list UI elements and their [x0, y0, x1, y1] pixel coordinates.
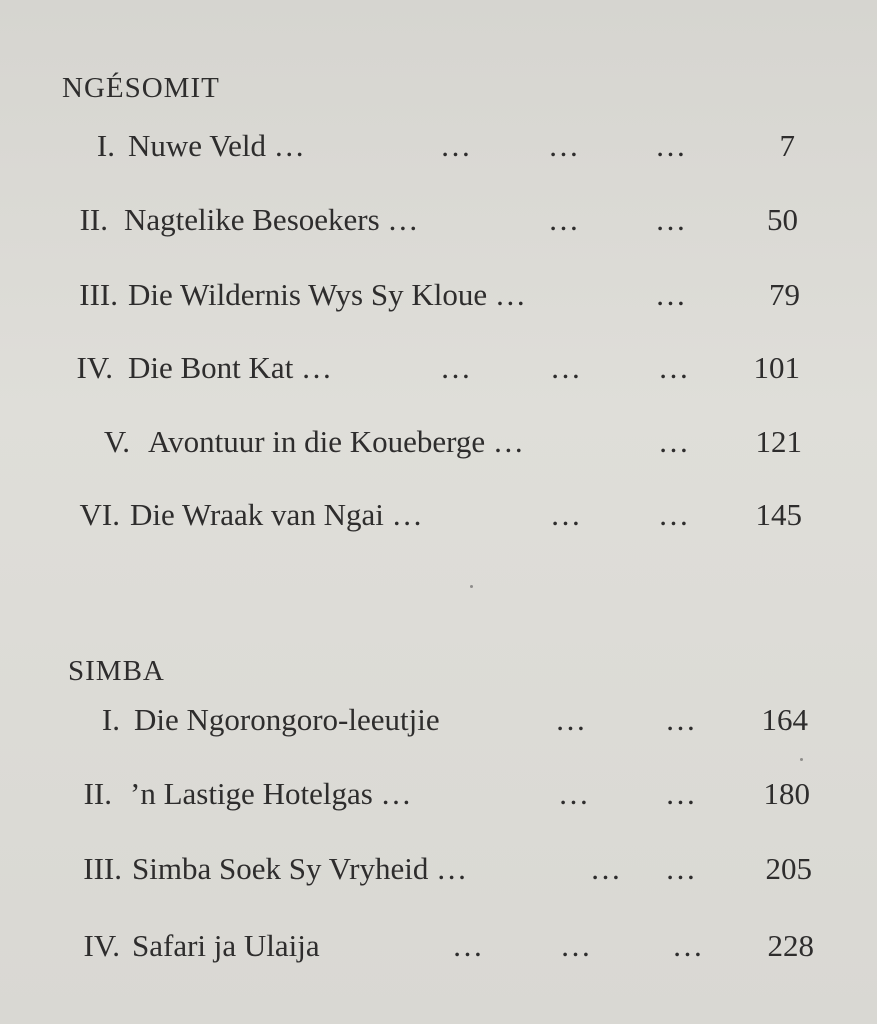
toc-entry [0, 776, 877, 816]
toc-entry [0, 702, 877, 742]
chapter-title: ’n Lastige Hotelgas … [130, 776, 412, 811]
toc-entry [0, 277, 877, 317]
chapter-number: VI. [79, 497, 120, 532]
leader-dots: … [555, 702, 587, 737]
leader-dots: … [658, 350, 690, 385]
page-number: 101 [753, 350, 800, 385]
toc-entry [0, 128, 877, 168]
leader-dots: … [590, 851, 622, 886]
page-number: 228 [767, 928, 814, 963]
leader-dots: … [672, 928, 704, 963]
leader-dots: … [548, 128, 580, 163]
leader-dots: … [558, 776, 590, 811]
section-title-ngesomit: NGÉSOMIT [62, 72, 220, 104]
leader-dots: … [550, 497, 582, 532]
leader-dots: … [665, 851, 697, 886]
page-number: 164 [761, 702, 808, 737]
chapter-number: II. [79, 202, 108, 237]
chapter-number: III. [79, 277, 118, 312]
toc-entry [0, 928, 877, 968]
leader-dots: … [658, 424, 690, 459]
leader-dots: … [452, 928, 484, 963]
chapter-title: Simba Soek Sy Vryheid … [132, 851, 468, 886]
chapter-title: Die Ngorongoro-leeutjie [134, 702, 440, 737]
leader-dots: … [665, 702, 697, 737]
leader-dots: … [550, 350, 582, 385]
chapter-title: Die Bont Kat … [128, 350, 333, 385]
toc-entry [0, 851, 877, 891]
paper-speck [800, 758, 803, 761]
toc-entry [0, 497, 877, 537]
chapter-title: Die Wildernis Wys Sy Kloue … [128, 277, 526, 312]
leader-dots: … [560, 928, 592, 963]
chapter-number: I. [101, 702, 120, 737]
page-number: 180 [763, 776, 810, 811]
chapter-title: Safari ja Ulaija [132, 928, 320, 963]
leader-dots: … [655, 128, 687, 163]
page-number: 145 [755, 497, 802, 532]
leader-dots: … [440, 350, 472, 385]
chapter-title: Nagtelike Besoekers … [124, 202, 419, 237]
paper-speck [470, 585, 473, 588]
page-number: 7 [779, 128, 795, 163]
leader-dots: … [655, 277, 687, 312]
section-title-simba: SIMBA [68, 655, 165, 687]
toc-entry [0, 424, 877, 464]
page-number: 79 [769, 277, 800, 312]
leader-dots: … [665, 776, 697, 811]
chapter-title: Avontuur in die Koueberge … [148, 424, 524, 459]
chapter-number: V. [103, 424, 130, 459]
chapter-number: I. [96, 128, 115, 163]
toc-entry [0, 350, 877, 390]
chapter-title: Nuwe Veld … [128, 128, 305, 163]
toc-entry [0, 202, 877, 242]
page-number: 121 [755, 424, 802, 459]
leader-dots: … [655, 202, 687, 237]
chapter-title: Die Wraak van Ngai … [130, 497, 423, 532]
leader-dots: … [658, 497, 690, 532]
chapter-number: II. [83, 776, 112, 811]
chapter-number: III. [83, 851, 122, 886]
leader-dots: … [548, 202, 580, 237]
leader-dots: … [440, 128, 472, 163]
page-number: 205 [765, 851, 812, 886]
page-number: 50 [767, 202, 798, 237]
chapter-number: IV. [76, 350, 113, 385]
chapter-number: IV. [83, 928, 120, 963]
